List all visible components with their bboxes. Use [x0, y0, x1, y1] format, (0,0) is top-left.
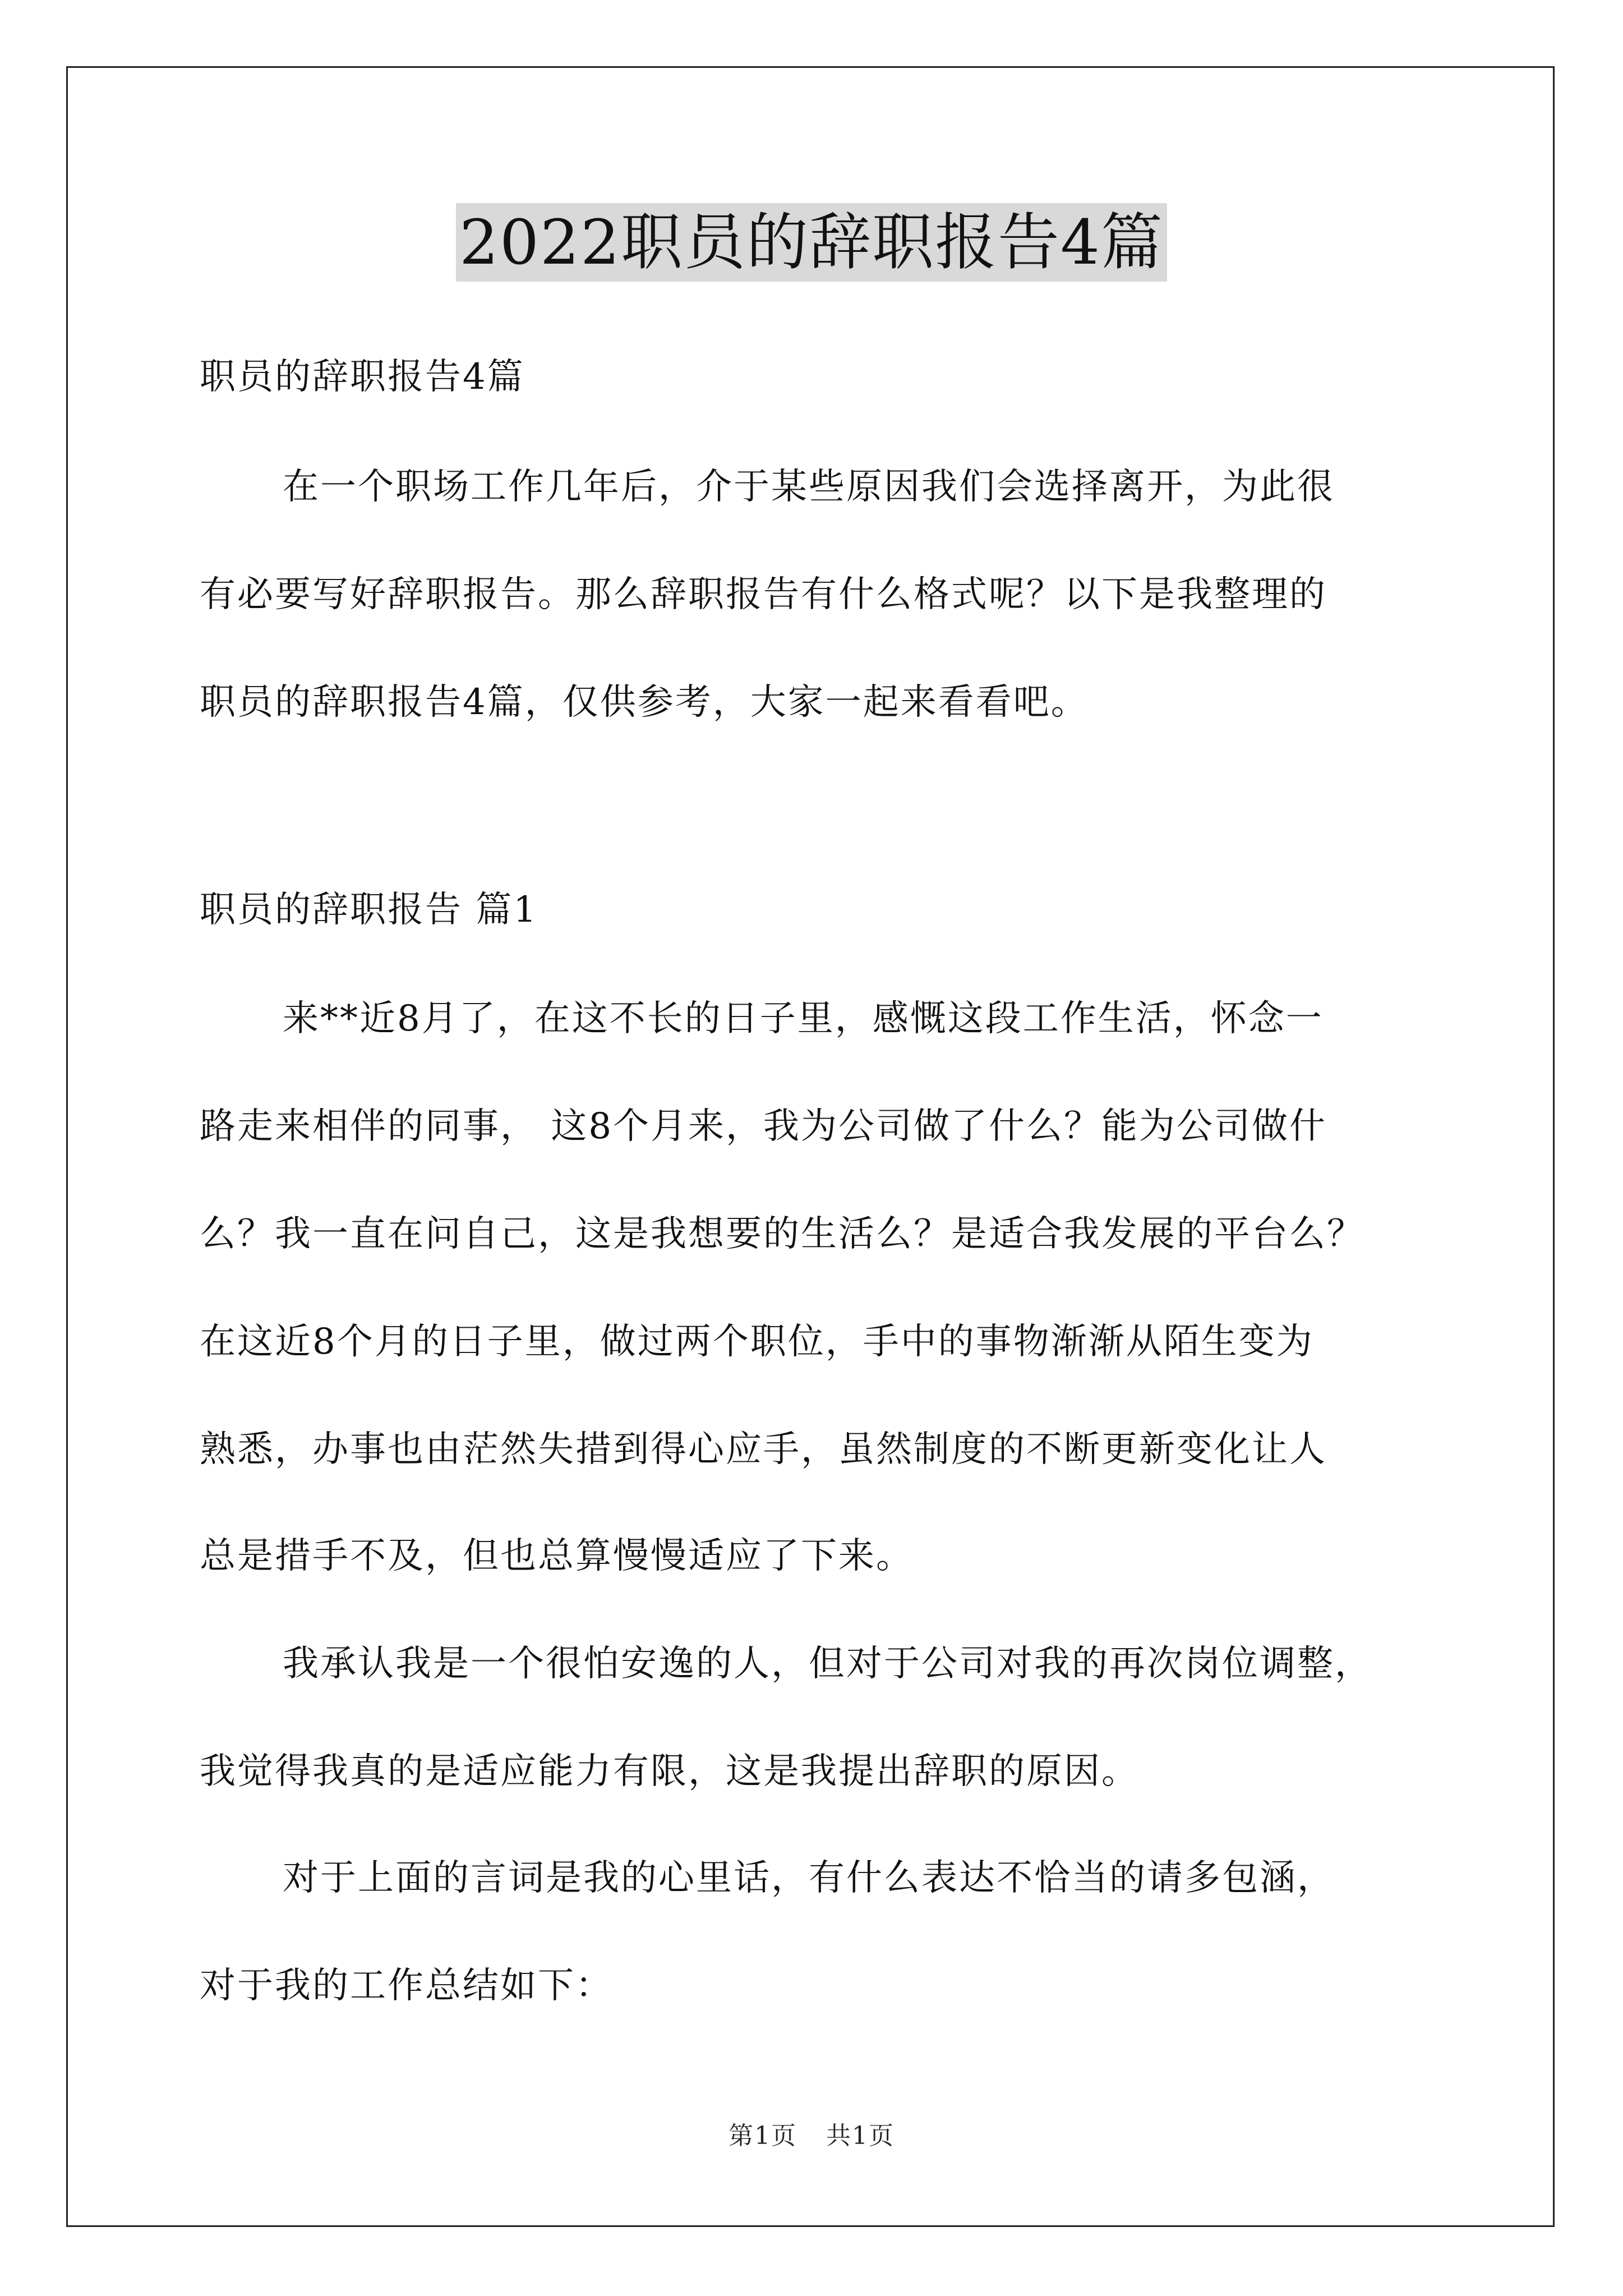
- body-line: 路走来相伴的同事， 这8个月来，我为公司做了什么？能为公司做什: [200, 1106, 1327, 1147]
- page-total: 共1页: [826, 2122, 895, 2150]
- body-line: 在这近8个月的日子里，做过两个职位，手中的事物渐渐从陌生变为: [200, 1321, 1314, 1363]
- body-line: 对于我的工作总结如下：: [200, 1965, 613, 2007]
- body-line: 么？我一直在问自己，这是我想要的生活么？是适合我发展的平台么？: [200, 1213, 1364, 1255]
- page-footer: [0, 2120, 1623, 2152]
- document-title: 2022职员的辞职报告4篇: [456, 203, 1167, 282]
- section-heading: 职员的辞职报告 篇1: [200, 889, 538, 931]
- intro-line: 在一个职场工作几年后，介于某些原因我们会选择离开，为此很: [283, 466, 1335, 508]
- body-line: 我觉得我真的是适应能力有限，这是我提出辞职的原因。: [200, 1751, 1139, 1792]
- body-line: 熟悉，办事也由茫然失措到得心应手，虽然制度的不断更新变化让人: [200, 1429, 1327, 1470]
- intro-line: 有必要写好辞职报告。那么辞职报告有什么格式呢？以下是我整理的: [200, 574, 1327, 615]
- page-number: 第1页: [728, 2122, 797, 2150]
- body-line: 我承认我是一个很怕安逸的人，但对于公司对我的再次岗位调整，: [283, 1643, 1372, 1685]
- intro-line: 职员的辞职报告4篇，仅供参考，大家一起来看看吧。: [200, 682, 1089, 723]
- body-line: 对于上面的言词是我的心里话，有什么表达不恰当的请多包涵，: [283, 1857, 1335, 1899]
- body-line: 来**近8月了，在这不长的日子里，感慨这段工作生活，怀念一: [283, 998, 1324, 1039]
- title-container: [0, 203, 1623, 282]
- body-line: 总是措手不及，但也总算慢慢适应了下来。: [200, 1535, 914, 1577]
- subtitle: 职员的辞职报告4篇: [200, 356, 525, 398]
